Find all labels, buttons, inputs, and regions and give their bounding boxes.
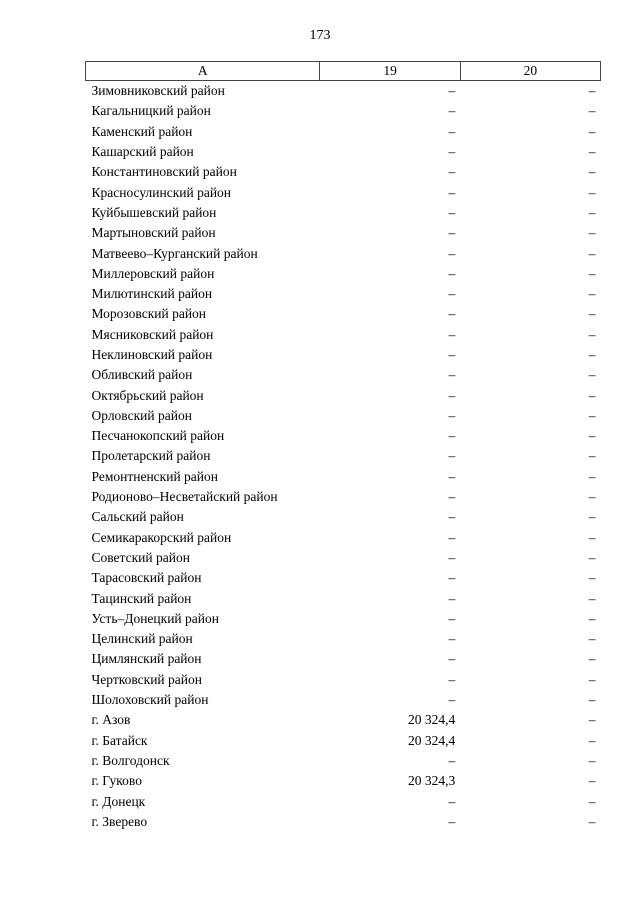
table-row xyxy=(86,568,601,588)
value-20-cell: – xyxy=(588,407,596,423)
value-20-cell: – xyxy=(588,813,596,829)
value-20-cell: – xyxy=(588,144,596,160)
row-name-cell: Морозовский район xyxy=(91,306,207,322)
value-19-cell: – xyxy=(448,509,456,525)
value-19-cell: – xyxy=(448,468,456,484)
value-19-cell: – xyxy=(448,692,456,708)
value-20-cell: – xyxy=(588,671,596,687)
table-row xyxy=(86,710,601,730)
row-name-cell: г. Донецк xyxy=(91,793,146,809)
value-19-cell: 20 324,4 xyxy=(407,732,456,748)
table-row xyxy=(86,101,601,121)
row-name-cell: Шолоховский район xyxy=(91,692,209,708)
value-20-cell: – xyxy=(588,732,596,748)
value-20-cell: – xyxy=(588,549,596,565)
table-row xyxy=(86,690,601,710)
value-20-cell: – xyxy=(588,123,596,139)
table-row xyxy=(86,203,601,223)
value-20-cell: – xyxy=(588,468,596,484)
value-20-cell: – xyxy=(588,692,596,708)
value-20-cell: – xyxy=(588,225,596,241)
value-20-cell: – xyxy=(588,773,596,789)
value-19-cell: – xyxy=(448,326,456,342)
row-name-cell: г. Волгодонск xyxy=(91,752,170,768)
row-name-cell: Цимлянский район xyxy=(91,651,202,667)
value-19-cell: – xyxy=(448,448,456,464)
row-name-cell: Песчанокопский район xyxy=(91,428,225,444)
table-row xyxy=(86,446,601,466)
row-name-cell: Родионово–Несветайский район xyxy=(91,489,278,505)
table-row xyxy=(86,325,601,345)
value-19-cell: – xyxy=(448,184,456,200)
column-header-19: 19 xyxy=(320,62,460,81)
value-19-cell: – xyxy=(448,306,456,322)
row-name-cell: Обливский район xyxy=(91,367,193,383)
value-19-cell: – xyxy=(448,83,456,99)
row-name-cell: Неклиновский район xyxy=(91,347,213,362)
row-name-cell: Матвеево–Курганский район xyxy=(91,245,258,261)
value-20-cell: – xyxy=(588,387,596,403)
table-row xyxy=(86,264,601,284)
page-number: 173 xyxy=(309,28,331,43)
value-20-cell: – xyxy=(588,712,596,728)
value-20-cell: – xyxy=(588,489,596,505)
table-row xyxy=(86,528,601,548)
value-19-cell: – xyxy=(448,428,456,444)
row-name-cell: Усть–Донецкий район xyxy=(91,610,219,626)
value-19-cell: – xyxy=(448,367,456,383)
value-19-cell: – xyxy=(448,144,456,160)
table-row xyxy=(86,670,601,690)
row-name-cell: Орловский район xyxy=(91,407,192,423)
row-name-cell: Миллеровский район xyxy=(91,265,215,281)
value-19-cell: – xyxy=(448,245,456,261)
table-row xyxy=(86,426,601,446)
table-row xyxy=(86,609,601,629)
table-header-row xyxy=(86,62,601,81)
value-19-cell: – xyxy=(448,610,456,626)
row-name-cell: Кагальницкий район xyxy=(91,103,211,119)
value-19-cell: – xyxy=(448,123,456,139)
row-name-cell: Каменский район xyxy=(91,123,193,139)
value-20-cell: – xyxy=(588,793,596,809)
value-19-cell: 20 324,4 xyxy=(407,712,456,728)
value-20-cell: – xyxy=(588,286,596,302)
row-name-cell: Куйбышевский район xyxy=(91,204,217,220)
value-20-cell: – xyxy=(588,326,596,342)
table-row xyxy=(86,122,601,142)
value-20-cell: – xyxy=(588,103,596,119)
value-19-cell: – xyxy=(448,164,456,180)
value-19-cell: 20 324,3 xyxy=(407,773,456,789)
table-row xyxy=(86,649,601,669)
table-row xyxy=(86,345,601,365)
table-row xyxy=(86,81,601,102)
value-19-cell: – xyxy=(448,387,456,403)
value-20-cell: – xyxy=(588,164,596,180)
table-row xyxy=(86,507,601,527)
value-20-cell: – xyxy=(588,204,596,220)
table-row xyxy=(86,812,601,832)
table-row xyxy=(86,223,601,243)
value-20-cell: – xyxy=(588,651,596,667)
value-19-cell: – xyxy=(448,265,456,281)
value-19-cell: – xyxy=(448,651,456,667)
table-row xyxy=(86,751,601,771)
value-19-cell: – xyxy=(448,103,456,119)
value-19-cell: – xyxy=(448,570,456,586)
value-19-cell: – xyxy=(448,225,456,241)
value-19-cell: – xyxy=(448,590,456,606)
row-name-cell: Октябрьский район xyxy=(91,387,204,403)
value-20-cell: – xyxy=(588,347,596,362)
column-header-a: А xyxy=(86,62,320,81)
value-19-cell: – xyxy=(448,204,456,220)
row-name-cell: Советский район xyxy=(91,549,190,565)
row-name-cell: г. Азов xyxy=(91,712,131,728)
value-20-cell: – xyxy=(588,752,596,768)
table-row xyxy=(86,304,601,324)
row-name-cell: Целинский район xyxy=(91,631,193,647)
row-name-cell: Тацинский район xyxy=(91,590,192,606)
value-19-cell: – xyxy=(448,407,456,423)
table-row xyxy=(86,588,601,608)
value-20-cell: – xyxy=(588,306,596,322)
table-row xyxy=(86,629,601,649)
row-name-cell: Мартыновский район xyxy=(91,225,216,241)
data-table xyxy=(85,61,601,832)
value-20-cell: – xyxy=(588,367,596,383)
value-20-cell: – xyxy=(588,448,596,464)
table-row xyxy=(86,731,601,751)
value-20-cell: – xyxy=(588,184,596,200)
value-20-cell: – xyxy=(588,529,596,545)
value-19-cell: – xyxy=(448,286,456,302)
value-19-cell: – xyxy=(448,752,456,768)
value-19-cell: – xyxy=(448,529,456,545)
value-19-cell: – xyxy=(448,793,456,809)
row-name-cell: г. Гуково xyxy=(91,773,142,789)
value-19-cell: – xyxy=(448,347,456,362)
row-name-cell: Ремонтненский район xyxy=(91,468,218,484)
table-row xyxy=(86,548,601,568)
value-20-cell: – xyxy=(588,610,596,626)
value-19-cell: – xyxy=(448,671,456,687)
table-row xyxy=(86,365,601,385)
value-20-cell: – xyxy=(588,265,596,281)
table-row xyxy=(86,487,601,507)
table-row xyxy=(86,284,601,304)
row-name-cell: Зимовниковский район xyxy=(91,83,225,99)
row-name-cell: Семикаракорский район xyxy=(91,529,232,545)
row-name-cell: Милютинский район xyxy=(91,286,213,302)
column-header-20: 20 xyxy=(460,62,600,81)
table-row xyxy=(86,142,601,162)
value-19-cell: – xyxy=(448,813,456,829)
table-row xyxy=(86,791,601,811)
row-name-cell: Сальский район xyxy=(91,509,184,525)
value-19-cell: – xyxy=(448,489,456,505)
table-row xyxy=(86,771,601,791)
value-20-cell: – xyxy=(588,570,596,586)
value-19-cell: – xyxy=(448,549,456,565)
table-row xyxy=(86,182,601,202)
value-20-cell: – xyxy=(588,590,596,606)
row-name-cell: Константиновский район xyxy=(91,164,237,180)
row-name-cell: Красносулинский район xyxy=(91,184,232,200)
row-name-cell: Тарасовский район xyxy=(91,570,202,586)
row-name-cell: Чертковский район xyxy=(91,671,202,687)
row-name-cell: Кашарский район xyxy=(91,144,194,160)
table-row xyxy=(86,406,601,426)
row-name-cell: Пролетарский район xyxy=(91,448,211,464)
value-20-cell: – xyxy=(588,631,596,647)
table-row xyxy=(86,467,601,487)
row-name-cell: Мясниковский район xyxy=(91,326,214,342)
value-20-cell: – xyxy=(588,83,596,99)
row-name-cell: г. Батайск xyxy=(91,732,148,748)
row-name-cell: г. Зверево xyxy=(91,813,148,829)
table-row xyxy=(86,385,601,405)
value-20-cell: – xyxy=(588,509,596,525)
value-20-cell: – xyxy=(588,428,596,444)
table-row xyxy=(86,243,601,263)
value-20-cell: – xyxy=(588,245,596,261)
table-row xyxy=(86,162,601,182)
value-19-cell: – xyxy=(448,631,456,647)
